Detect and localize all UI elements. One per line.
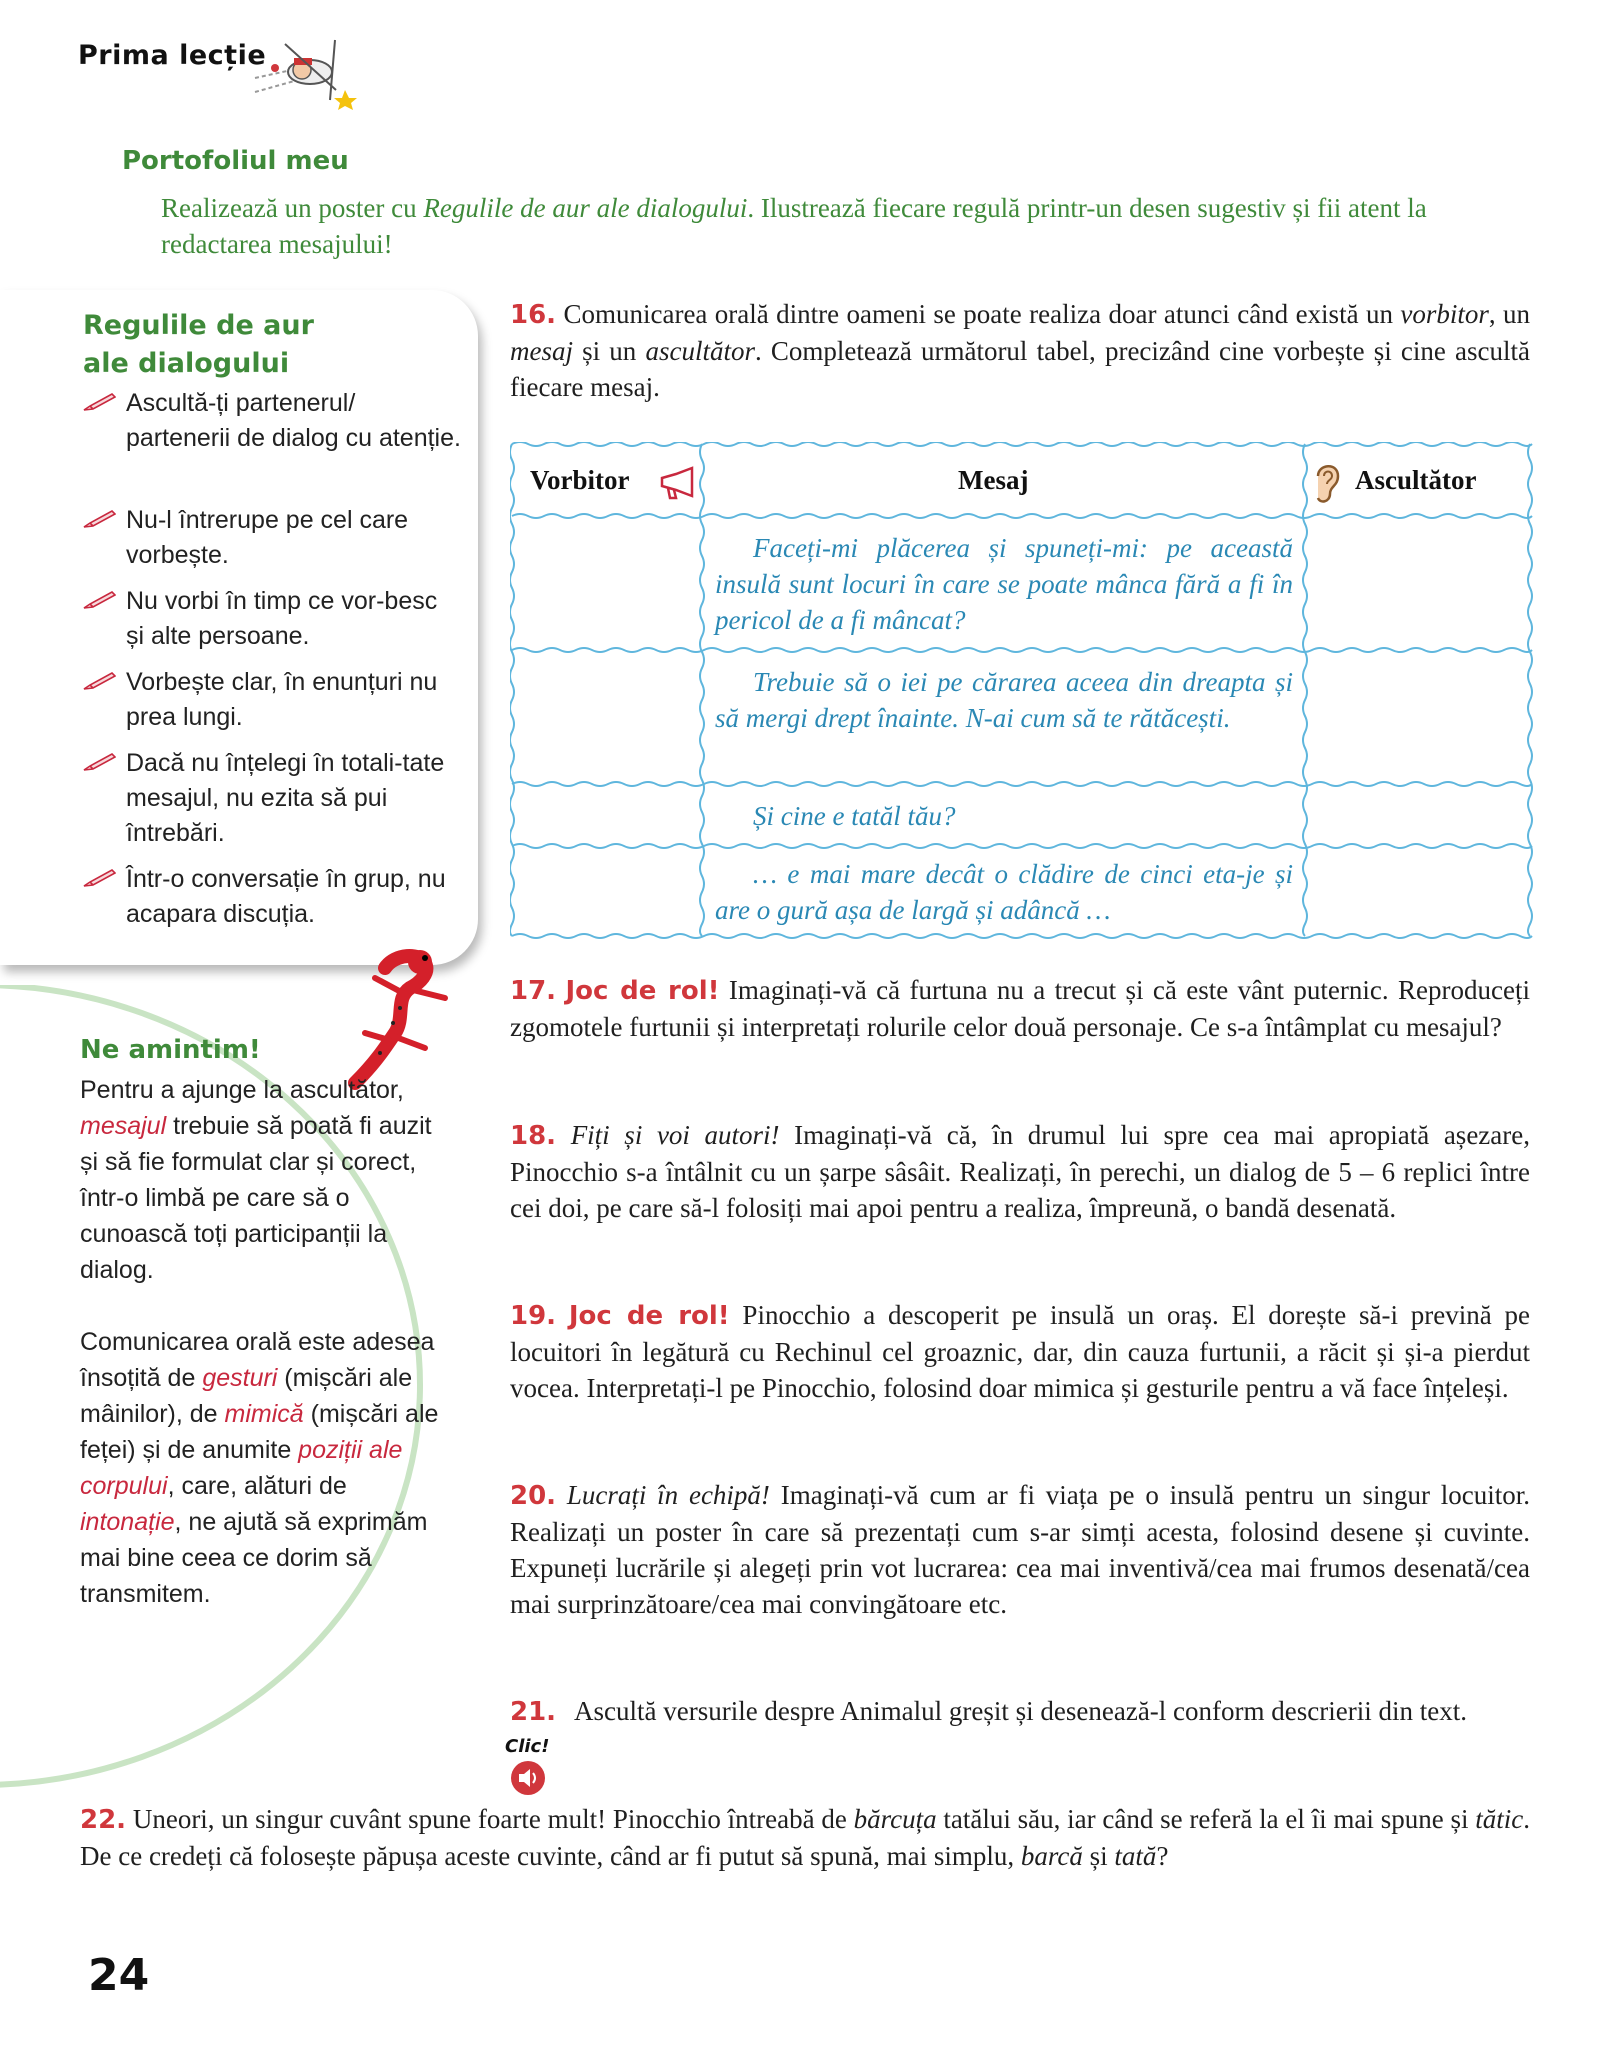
pinocchio-plane-icon: [250, 30, 360, 110]
column-header-listener: Ascultător: [1355, 465, 1477, 495]
rules-title: Regulile de aur ale dialogului: [83, 310, 314, 379]
table-message-4: … e mai mare decât o clădire de cinci eta-je și are o gură așa de largă și adâncă …: [715, 859, 1293, 925]
remember-paragraph-2: Comunicarea orală este adesea însoțită de gesturi (mișcări ale mâinilor), de mimică (mișcări ale feței) și de anumite poziții ale corpului, care, alături de intonație, ne ajută să exprimăm mai bine ceea ce dorim să transmitem.: [80, 1328, 439, 1608]
exercise-16: 16. Comunicarea orală dintre oameni se poate realiza doar atunci când există un vorbitor, un mesaj și un ascultător. Completează următorul tabel, precizând cine vorbește și cine ascultă fiecare mesaj.: [510, 299, 1531, 402]
remember-title: Ne amintim!: [80, 1035, 261, 1065]
exercise-19: 19. Joc de rol! Pinocchio a descoperit pe insulă un oraș. El dorește să-i prevină pe locuitori în legătură cu Rechinul cel groaznic, dar, din cauza furtunii, a răcit și și-a pierdut vocea. Interpretați-l pe Pinocchio, folosind doar mimica și gesturile pentru a vă face înțeleși.: [510, 1300, 1530, 1403]
page-number: 24: [88, 1950, 150, 2001]
pencil-icon: [82, 752, 116, 772]
clic-label: Clic!: [505, 1736, 550, 1757]
pencil-icon: [82, 868, 116, 888]
rule-item: Nu-l întrerupe pe cel care vorbește.: [82, 503, 462, 573]
exercise-17: 17. Joc de rol! Imaginați-vă că furtuna nu a trecut și că este vânt puternic. Reproduceți zgomotele furtunii și interpretați rolurile celor două personaje. Ce s-a întâmplat cu mesajul?: [510, 975, 1530, 1042]
exercise-21-number: 21.: [510, 1697, 557, 1727]
table-message-3: Și cine e tatăl tău?: [753, 801, 956, 831]
megaphone-icon: [658, 466, 702, 500]
table-message-1: Faceți-mi plăcerea și spuneți-mi: pe această insulă sunt locuri în care se poate mânca fără a fi în pericol de a fi mâncat?: [715, 533, 1293, 635]
remember-text: [80, 1072, 440, 1612]
pencil-icon: [82, 671, 116, 691]
audio-speaker-icon[interactable]: [510, 1760, 546, 1796]
exercise-21-text: Ascultă versurile despre Animalul greșit și desenează-l conform descrierii din text.: [574, 1696, 1467, 1726]
rule-item: Nu vorbi în timp ce vor-besc și alte persoane.: [82, 584, 462, 654]
column-header-speaker: Vorbitor: [530, 465, 630, 495]
pencil-icon: [82, 590, 116, 610]
rule-item: Vorbește clar, în enunțuri nu prea lungi.: [82, 665, 462, 735]
column-header-message: Mesaj: [958, 465, 1029, 495]
lesson-tag: Prima lecție: [78, 40, 267, 71]
exercise-22: 22. Uneori, un singur cuvânt spune foarte mult! Pinocchio întreabă de bărcuța tatălui său, iar când se referă la el îi mai spune și tătic. De ce credeți că folosește păpușa aceste cuvinte, când ar fi putut să spună, mai simplu, barcă și tată?: [80, 1804, 1530, 1871]
rule-item: Dacă nu înțelegi în totali-tate mesajul, nu ezita să pui întrebări.: [82, 746, 462, 851]
pencil-icon: [82, 392, 116, 412]
rule-item: Într-o conversație în grup, nu acapara discuția.: [82, 862, 462, 932]
portfolio-heading: Portofoliul meu: [122, 146, 349, 176]
rule-item: Ascultă-ți partenerul/ partenerii de dialog cu atenție.: [82, 386, 462, 456]
table-message-2: Trebuie să o iei pe cărarea aceea din dreapta și să mergi drept înainte. N-ai cum să te rătăcești.: [715, 667, 1293, 733]
portfolio-text: Realizează un poster cu Regulile de aur ale dialogului. Ilustrează fiecare regulă printr-un desen sugestiv și fii atent la redactarea mesajului!: [161, 193, 1427, 259]
remember-paragraph-1: Pentru a ajunge la ascultător, mesajul trebuie să poată fi auzit și să fie formulat clar și corect, într-o limbă pe care să o cunoască toți participanții la dialog.: [80, 1076, 432, 1284]
exercise-20: 20. Lucrați în echipă! Imaginați-vă cum ar fi viața pe o insulă pentru un singur locuitor. Realizați un poster în care să prezentați cum s-ar simți acesta, folosind desene și cuvinte. Expuneți lucrările și alegeți prin vot lucrarea: cea mai inventivă/cea mai frumos desenată/cea mai surprinzătoare/cea mai convingătoare etc.: [510, 1480, 1530, 1619]
ear-icon: [1310, 458, 1344, 506]
exercise-18: 18. Fiți și voi autori! Imaginați-vă că, în drumul lui spre cea mai apropiată așezare, Pinocchio s-a întâlnit cu un șarpe sâsâit. Realizați, în perechi, un dialog de 5 – 6 replici între cei doi, pe care să-l folosiți mai apoi pentru a realiza, împreună, o bandă desenată.: [510, 1120, 1530, 1223]
pencil-icon: [82, 509, 116, 529]
